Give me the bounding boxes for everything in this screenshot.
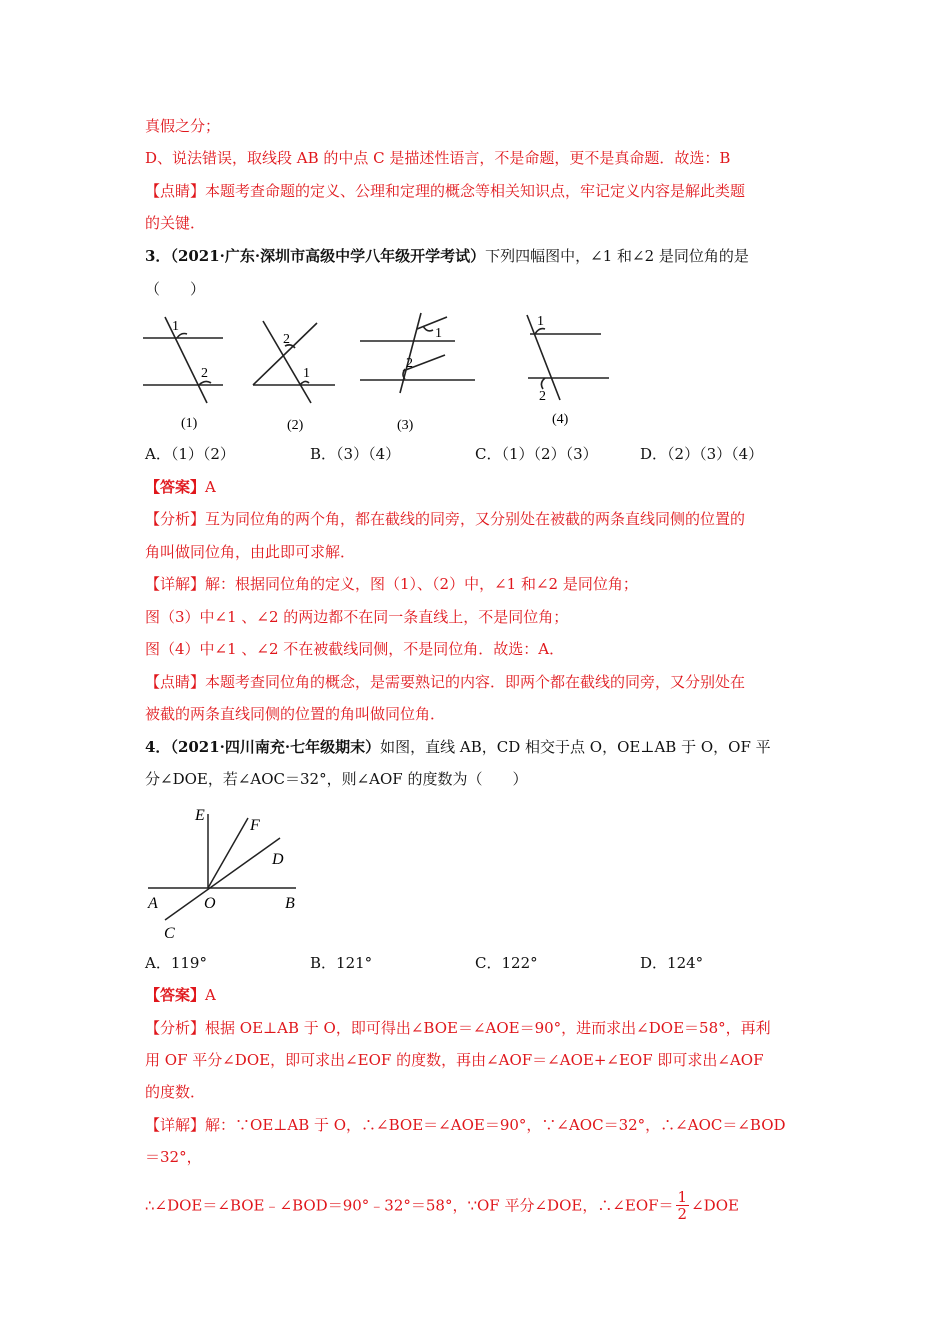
q4-option-d: D．124°: [640, 954, 704, 972]
q4-fraction: [676, 1189, 690, 1222]
q4-detail-line-3: [145, 1190, 739, 1223]
q4-figure: [140, 800, 310, 945]
q4-answer-tag: 【答案】: [145, 986, 206, 1004]
prev-text-2: D、说法错误，取线段 AB 的中点 C 是描述性语言，不是命题，更不是真命题．故选：B: [145, 149, 731, 167]
q3-analysis-line-2: 角叫做同位角，由此即可求解．: [145, 543, 356, 561]
q4-stem-line-1: [145, 736, 771, 758]
q3-answer: [145, 476, 216, 498]
q4-analysis-text-1: 根据 OE⊥AB 于 O，即可得出∠BOE＝∠AOE＝90°，进而求出∠DOE＝58°，再利: [205, 1019, 771, 1037]
q4-detail-tag: 【详解】: [145, 1116, 206, 1134]
q4-analysis-line-3: 的度数．: [145, 1083, 206, 1101]
q3-fig4-caption: (4): [552, 412, 569, 427]
q3-fig4-label-1: 1: [537, 314, 544, 329]
q3-analysis-line-1: [145, 508, 745, 530]
q3-figures: [135, 305, 615, 435]
q4-detail-line-1: [145, 1114, 786, 1136]
q3-option-b: B．（3）（4）: [310, 445, 401, 463]
q3-fig3-label-1: 1: [435, 326, 442, 341]
q3-option-a: A．（1）（2）: [145, 445, 235, 463]
q4-source: （2021·四川南充·七年级期末）: [170, 738, 381, 756]
q3-answer-tag: 【答案】: [145, 478, 206, 496]
q3-detail-line-1: [145, 573, 638, 595]
q3-point-tag: 【点睛】: [145, 673, 206, 691]
q4-option-a: A．119°: [145, 954, 207, 972]
prev-text-1: 真假之分；: [145, 117, 221, 135]
q3-option-d: D．（2）（3）（4）: [640, 445, 764, 463]
prev-point-text: 本题考查命题的定义、公理和定理的概念等相关知识点，牢记定义内容是解此类题: [205, 182, 746, 200]
q3-answer-value: A: [205, 478, 216, 496]
q3-point-line-1: [145, 671, 745, 693]
q3-figure-2: [253, 321, 335, 403]
q3-figure-3: [360, 313, 475, 393]
q3-detail-line-3: 图（4）中∠1 、∠2 不在被截线同侧，不是同位角．故选：A．: [145, 640, 565, 658]
prev-point-line-2: 的关键．: [145, 214, 206, 232]
q3-fig1-label-1: 1: [172, 319, 179, 334]
q4-analysis-tag: 【分析】: [145, 1019, 206, 1037]
q4-stem-line-2: 分∠DOE，若∠AOC＝32°，则∠AOF 的度数为（ ）: [145, 770, 528, 788]
prev-point-line-1: [145, 180, 745, 202]
q4-option-b: B．121°: [310, 954, 373, 972]
q3-point-text-1: 本题考查同位角的概念，是需要熟记的内容．即两个都在截线的同旁，又分别处在: [205, 673, 746, 691]
q4-label-o: O: [204, 895, 216, 912]
q4-label-d: D: [272, 851, 284, 868]
q4-analysis-line-1: [145, 1017, 771, 1039]
q4-label-c: C: [164, 925, 175, 942]
q3-analysis-text-1: 互为同位角的两个角，都在截线的同旁，又分别处在被截的两条直线同侧的位置的: [205, 510, 746, 528]
q4-option-c: C．122°: [475, 954, 538, 972]
q3-figure-1: [143, 317, 223, 403]
q3-fig2-label-1: 1: [303, 366, 310, 381]
q4-stem-text: 如图，直线 AB，CD 相交于点 O，OE⊥AB 于 O，OF 平: [380, 738, 771, 756]
q3-stem-line-1: [145, 245, 749, 267]
q4-label-e: E: [195, 807, 205, 824]
q4-detail-text-3-tail: ∠DOE: [691, 1196, 739, 1215]
q3-fig3-label-2: 2: [406, 356, 413, 371]
q3-fig1-caption: (1): [181, 416, 198, 431]
q3-detail-text-1: 解：根据同位角的定义，图（1）、（2）中，∠1 和∠2 是同位角；: [205, 575, 638, 593]
q3-detail-tag: 【详解】: [145, 575, 206, 593]
q4-label-f: F: [250, 817, 260, 834]
q3-detail-line-2: 图（3）中∠1 、∠2 的两边都不在同一条直线上，不是同位角；: [145, 608, 569, 626]
q3-source: （2021·广东·深圳市高级中学八年级开学考试）: [170, 247, 486, 265]
q3-fig4-label-2: 2: [539, 389, 546, 404]
q4-detail-text-3: ∴∠DOE＝∠BOE﹣∠BOD＝90°﹣32°＝58°，∵OF 平分∠DOE，∴∠EOF＝: [145, 1196, 674, 1215]
q3-fig1-label-2: 2: [201, 366, 208, 381]
q3-number: 3．: [145, 247, 171, 265]
q3-option-c: C．（1）（2）（3）: [475, 445, 598, 463]
q3-fig3-caption: (3): [397, 418, 414, 433]
q3-fig2-label-2: 2: [283, 332, 290, 347]
prev-point-tag: 【点睛】: [145, 182, 206, 200]
q4-answer: [145, 984, 216, 1006]
q4-detail-line-2: ＝32°，: [145, 1148, 202, 1166]
q4-fraction-numerator: 1: [677, 1188, 688, 1206]
q3-stem-text: 下列四幅图中，∠1 和∠2 是同位角的是: [485, 247, 749, 265]
q3-stem-line-2: （ ）: [145, 280, 206, 298]
q4-label-b: B: [285, 895, 295, 912]
q3-point-line-2: 被截的两条直线同侧的位置的角叫做同位角．: [145, 705, 446, 723]
q3-analysis-tag: 【分析】: [145, 510, 206, 528]
q4-label-a: A: [148, 895, 158, 912]
q4-detail-text-1: 解：∵OE⊥AB 于 O，∴∠BOE＝∠AOE＝90°，∵∠AOC＝32°，∴∠AOC＝∠BOD: [205, 1116, 786, 1134]
q4-number: 4．: [145, 738, 171, 756]
q4-fraction-denominator: 2: [677, 1205, 688, 1223]
q4-answer-value: A: [205, 986, 216, 1004]
q4-analysis-line-2: 用 OF 平分∠DOE，即可求出∠EOF 的度数，再由∠AOF＝∠AOE+∠EOF 即可求出∠AOF: [145, 1051, 764, 1069]
q3-fig2-caption: (2): [287, 418, 304, 433]
